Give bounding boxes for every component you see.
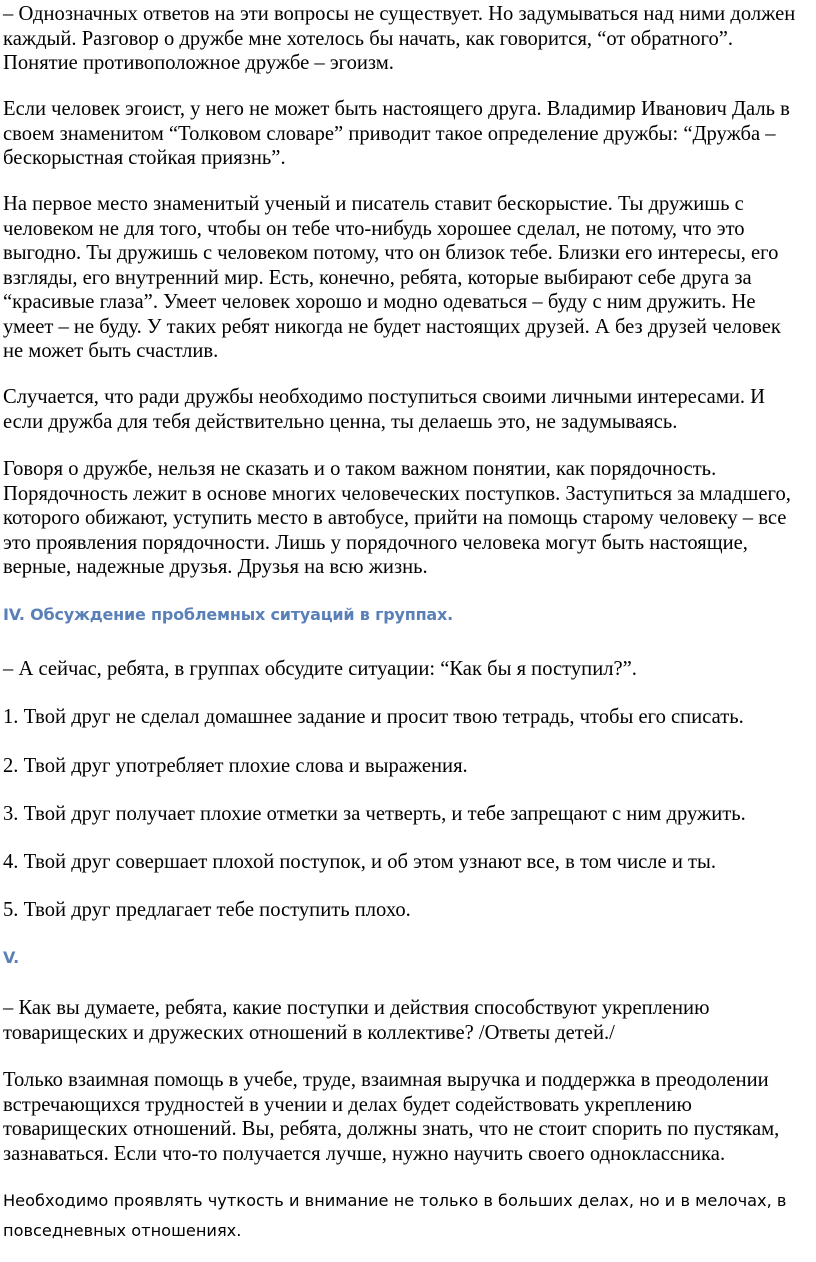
text-line: товарищеских отношений. Вы, ребята, должны знать, что не стоит спорить по пустякам, <box>3 1118 780 1140</box>
paragraph <box>3 385 813 434</box>
text-line: человеком не для того, чтобы он тебе что-нибудь хорошее сделал, не потому, что это <box>3 217 745 240</box>
paragraph <box>3 996 813 1045</box>
text-line: “красивые глаза”. Умеет человек хорошо и модно одеваться – буду с ним дружить. Не <box>3 291 756 313</box>
section-heading-v: V. <box>3 948 19 967</box>
closing-paragraph <box>3 1186 813 1246</box>
paragraph <box>3 97 813 171</box>
text-line: повседневных отношениях. <box>3 1221 242 1240</box>
text-line: зазнаваться. Если что-то получается лучше, нужно научить своего одноклассника. <box>3 1142 726 1165</box>
text-line: Только взаимная помощь в учебе, труде, взаимная выручка и поддержка в преодолении <box>3 1069 769 1091</box>
text-line: товарищеских и дружеских отношений в коллективе? /Ответы детей./ <box>3 1021 615 1044</box>
text-line: – Однозначных ответов на эти вопросы не существует. Но задумываться над ними должен <box>3 3 796 25</box>
text-line: На первое место знаменитый ученый и писатель ставит бескорыстие. Ты дружишь с <box>3 193 744 215</box>
situation-item: 5. Твой друг предлагает тебе поступить плохо. <box>3 899 411 921</box>
paragraph <box>3 192 813 364</box>
text-line: умеет – не буду. У таких ребят никогда не будет настоящих друзей. А без друзей человек <box>3 315 781 338</box>
text-line: своем знаменитом “Толковом словаре” приводит такое определение дружбы: “Дружба – <box>3 122 776 145</box>
text-line: Понятие противоположное дружбе – эгоизм. <box>3 52 394 74</box>
text-line: Говоря о дружбе, нельзя не сказать и о таком важном понятии, как порядочность. <box>3 458 717 480</box>
text-line: бескорыстная стойкая приязнь”. <box>3 147 286 169</box>
text-line: верные, надежные друзья. Друзья на всю жизнь. <box>3 556 428 578</box>
paragraph <box>3 1068 813 1166</box>
text-line: выгодно. Ты дружишь с человеком потому, что он близок тебе. Близки его интересы, его <box>3 242 779 264</box>
text-line: Если человек эгоист, у него не может быть настоящего друга. Владимир Иванович Даль в <box>3 98 790 120</box>
situation-item: 1. Твой друг не сделал домашнее задание и просит твою тетрадь, чтобы его списать. <box>3 706 744 728</box>
section-heading-iv: IV. Обсуждение проблемных ситуаций в группах. <box>3 605 454 624</box>
text-line: Случается, что ради дружбы необходимо поступиться своими личными интересами. И <box>3 386 766 408</box>
text-line: взгляды, его внутренний мир. Есть, конечно, ребята, которые выбирают себе друга за <box>3 266 752 289</box>
text-line: – Как вы думаете, ребята, какие поступки и действия способствуют укреплению <box>3 997 710 1019</box>
text-line: не может быть счастлив. <box>3 340 219 362</box>
text-line: встречающихся трудностей в учении и делах будет содействовать укреплению <box>3 1093 692 1116</box>
text-line: если дружба для тебя действительно ценна, ты делаешь это, не задумываясь. <box>3 410 678 433</box>
paragraph <box>3 457 813 580</box>
text-line: Порядочность лежит в основе многих человеческих поступков. Заступиться за младшего, <box>3 482 791 505</box>
paragraph <box>3 2 813 76</box>
text-line: это проявления порядочности. Лишь у порядочного человека могут быть настоящие, <box>3 531 748 554</box>
situation-item: 4. Твой друг совершает плохой поступок, и об этом узнают все, в том числе и ты. <box>3 851 716 873</box>
section-intro: – А сейчас, ребята, в группах обсудите ситуации: “Как бы я поступил?”. <box>3 658 637 680</box>
text-line: Необходимо проявлять чуткость и внимание не только в больших делах, но и в мелочах, в <box>3 1191 787 1210</box>
situation-item: 2. Твой друг употребляет плохие слова и выражения. <box>3 755 468 777</box>
text-line: каждый. Разговор о дружбе мне хотелось бы начать, как говорится, “от обратного”. <box>3 27 734 50</box>
text-line: которого обижают, уступить место в автобусе, прийти на помощь старому человеку – все <box>3 507 787 529</box>
situation-item: 3. Твой друг получает плохие отметки за четверть, и тебе запрещают с ним дружить. <box>3 803 746 825</box>
